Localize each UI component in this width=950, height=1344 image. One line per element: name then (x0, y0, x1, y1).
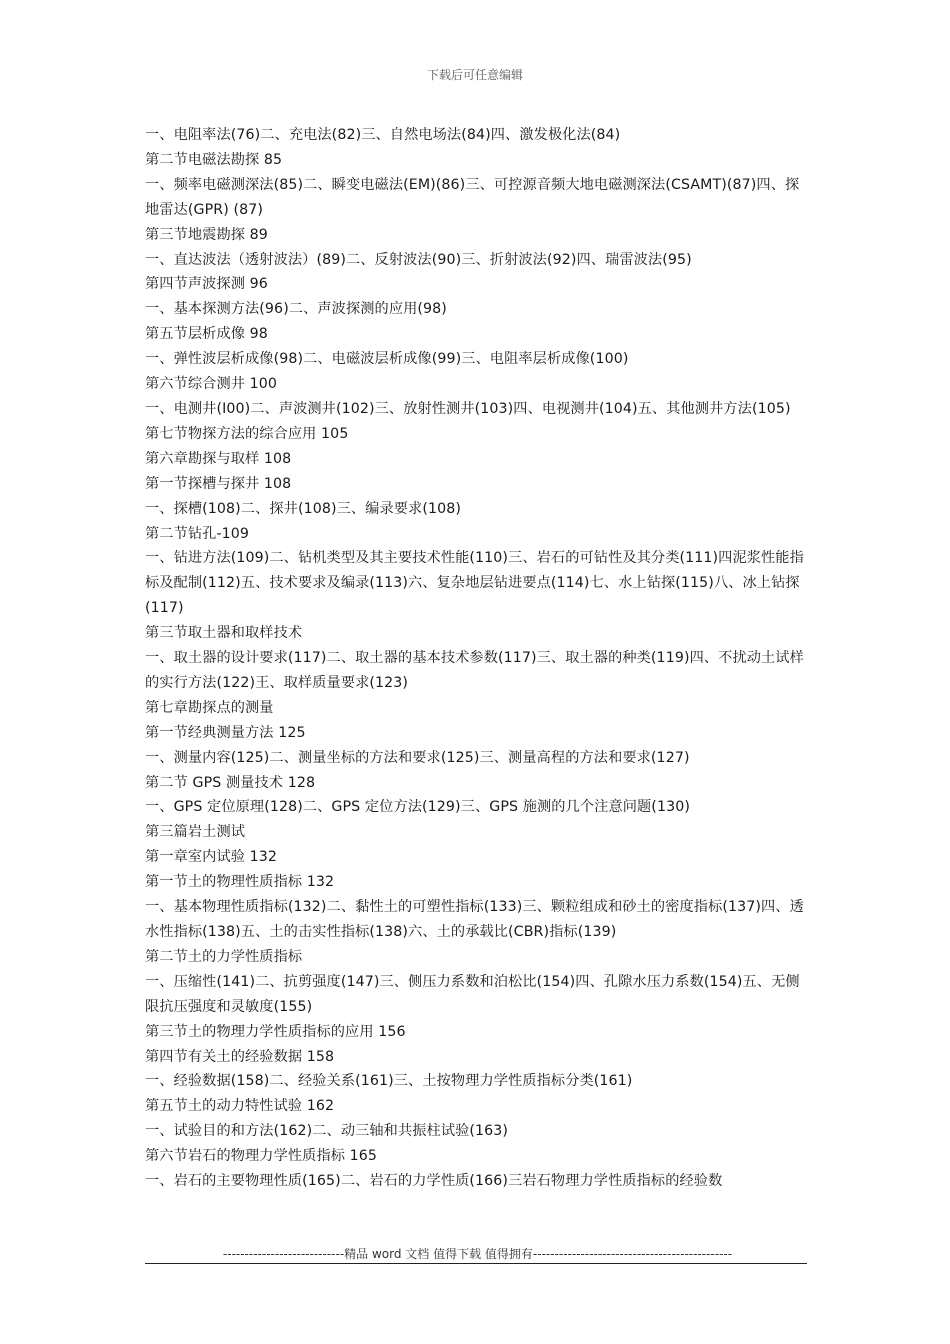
toc-line: 一、试验目的和方法(162)二、动三轴和共振柱试验(163) (145, 1123, 509, 1140)
toc-line: 一、频率电磁测深法(85)二、瞬变电磁法(EM)(86)三、可控源音频大地电磁测深法(CSAMT)(87)四、探地雷达(GPR) (87) (145, 176, 800, 218)
footer-divider (145, 1263, 807, 1264)
page-header: 下载后可任意编辑 (426, 68, 523, 82)
toc-line: 第三篇岩土测试 (145, 824, 246, 841)
toc-line: 一、探槽(108)二、探井(108)三、编录要求(108) (145, 500, 461, 517)
toc-line: 第四节声波探测 96 (145, 276, 268, 293)
toc-line: 第三节地震勘探 89 (145, 226, 268, 243)
toc-line: 第六节综合测井 100 (145, 376, 278, 393)
toc-line: 第一节探槽与探井 108 (145, 475, 292, 492)
toc-line: 第二节电磁法勘探 85 (145, 151, 283, 168)
toc-line: 第一章室内试验 132 (145, 849, 278, 866)
toc-line: 第二节钻孔-109 (145, 525, 250, 542)
toc-line: 第六节岩石的物理力学性质指标 165 (145, 1148, 378, 1165)
toc-line: 一、钻进方法(109)二、钻机类型及其主要技术性能(110)三、岩石的可钻性及其分类(111)四泥浆性能指标及配制(112)五、技术要求及编录(113)六、复杂地层钻进要点(114)七、水上钻探(115)八、冰上钻探(117) (145, 550, 804, 617)
toc-line: 第一节土的物理性质指标 132 (145, 874, 335, 891)
page-footer: ----------------------------精品 word 文档 值得下载 值得拥有---------------------------------------------- (222, 1247, 733, 1261)
toc-line: 第二节 GPS 测量技术 128 (145, 774, 316, 791)
toc-line: 第三节取土器和取样技术 (145, 625, 303, 642)
toc-line: 第一节经典测量方法 125 (145, 724, 306, 741)
toc-content (145, 123, 810, 1194)
toc-line: 第四节有关土的经验数据 158 (145, 1048, 335, 1065)
toc-line: 第三节土的物理力学性质指标的应用 156 (145, 1023, 406, 1040)
toc-line: 一、基本物理性质指标(132)二、黏性土的可塑性指标(133)三、颗粒组成和砂土的密度指标(137)四、透水性指标(138)五、土的击实性指标(138)六、土的承载比(CBR)指标(139) (145, 899, 804, 940)
toc-line: 一、测量内容(125)二、测量坐标的方法和要求(125)三、测量高程的方法和要求(127) (145, 749, 690, 766)
toc-line: 一、直达波法（透射波法）(89)二、反射波法(90)三、折射波法(92)四、瑞雷波法(95) (145, 251, 692, 268)
toc-line: 一、电测井(I00)二、声波测井(102)三、放射性测井(103)四、电视测井(104)五、其他测井方法(105) (145, 400, 791, 417)
toc-line: 第七节物探方法的综合应用 105 (145, 425, 349, 442)
toc-line: 一、取土器的设计要求(117)二、取土器的基本技术参数(117)三、取土器的种类(119)四、不扰动土试样的实行方法(122)王、取样质量要求(123) (145, 650, 804, 691)
toc-line: 第五节土的动力特性试验 162 (145, 1098, 335, 1115)
toc-line: 第五节层析成像 98 (145, 326, 268, 343)
toc-line: 第六章勘探与取样 108 (145, 450, 292, 467)
toc-line: 一、电阻率法(76)二、充电法(82)三、自然电场法(84)四、激发极化法(84) (145, 127, 621, 143)
toc-line: 一、基本探测方法(96)二、声波探测的应用(98) (145, 301, 447, 318)
toc-line: 一、经验数据(158)二、经验关系(161)三、土按物理力学性质指标分类(161) (145, 1073, 633, 1090)
toc-line: 第七章勘探点的测量 (145, 699, 274, 716)
toc-line: 一、弹性波层析成像(98)二、电磁波层析成像(99)三、电阻率层析成像(100) (145, 351, 629, 368)
toc-line: 一、GPS 定位原理(128)二、GPS 定位方法(129)三、GPS 施测的几个注意问题(130) (145, 799, 690, 816)
toc-line: 一、岩石的主要物理性质(165)二、岩石的力学性质(166)三岩石物理力学性质指标的经验数 (145, 1173, 723, 1190)
toc-line: 一、压缩性(141)二、抗剪强度(147)三、侧压力系数和泊松比(154)四、孔隙水压力系数(154)五、无侧限抗压强度和灵敏度(155) (145, 973, 800, 1015)
toc-line: 第二节土的力学性质指标 (145, 948, 303, 965)
